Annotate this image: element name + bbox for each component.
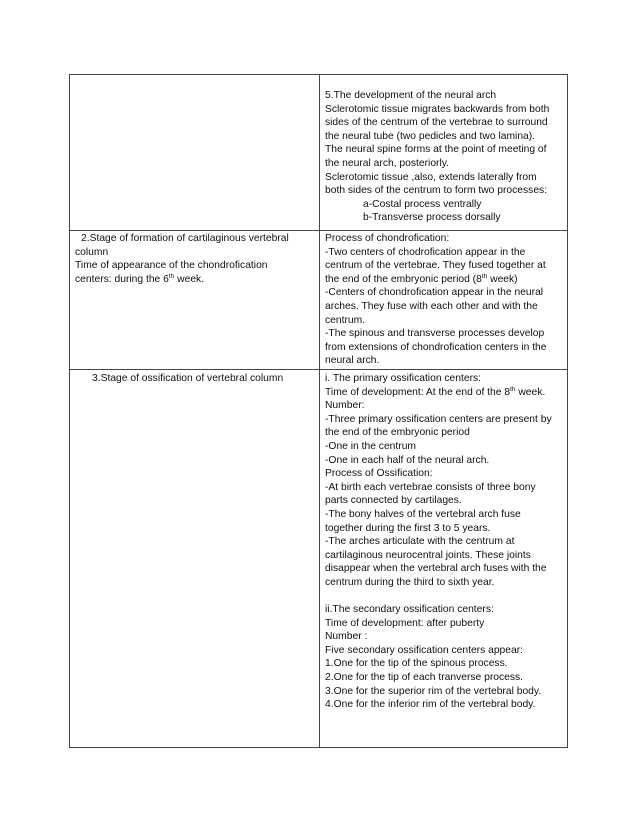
- row1-right-cell: [325, 89, 549, 225]
- text-line: -At birth each vertebrae consists of three bony: [325, 481, 536, 493]
- text-line: from extensions of chondrofication centers in the: [325, 341, 547, 353]
- text-line: -Centers of chondrofication appear in the neural: [325, 287, 544, 299]
- text-line: centers: during the 6th week.: [75, 272, 205, 285]
- text-line: 1.One for the tip of the spinous process.: [325, 658, 508, 670]
- text-line: Time of development: At the end of the 8th week.: [325, 385, 546, 398]
- text-line: parts connected by cartilages.: [325, 495, 462, 507]
- text-line: b-Transverse process dorsally: [363, 212, 501, 224]
- text-line: 4.One for the inferior rim of the vertebral body.: [325, 699, 536, 711]
- blank-line: [325, 590, 552, 604]
- text-line: i. The primary ossification centers:: [325, 373, 482, 384]
- text-line: -Two centers of chodrofication appear in the: [325, 246, 526, 258]
- row3-right-cell: [325, 372, 552, 712]
- text-line: -One in each half of the neural arch.: [325, 454, 490, 466]
- text-line: -One in the centrum: [325, 440, 416, 452]
- text-line: a-Costal process ventrally: [363, 198, 482, 210]
- text-line: ii.The secondary ossification centers:: [325, 604, 494, 616]
- stage-heading: 2.Stage of formation of cartilaginous vertebral: [81, 233, 289, 244]
- text-line: both sides of the centrum to form two processes:: [325, 185, 548, 197]
- text-line: disappear when the vertebral arch fuses with the: [325, 563, 547, 575]
- text-line: Sclerotomic tissue ,also, extends laterally from: [325, 171, 537, 183]
- content-table: [69, 74, 568, 748]
- text-line: the end of the embryonic period: [325, 427, 470, 439]
- text-line: -The bony halves of the vertebral arch fuse: [325, 508, 521, 520]
- text-line: together during the first 3 to 5 years.: [325, 522, 491, 534]
- text-line: Time of development: after puberty: [325, 617, 485, 629]
- text-line: Number:: [325, 400, 365, 412]
- text-line: The neural spine forms at the point of meeting of: [325, 144, 547, 156]
- row3-left-cell: [75, 372, 283, 386]
- text-line: centrum.: [325, 314, 366, 326]
- row-divider-2: [70, 369, 567, 370]
- text-line: neural arch.: [325, 355, 380, 367]
- text-line: Time of appearance of the chondrofication: [75, 260, 268, 272]
- text-line: centrum of the vertebrae. They fused together at: [325, 260, 546, 272]
- row2-left-cell: [75, 232, 289, 286]
- text-line: the neural arch, posteriorly.: [325, 157, 450, 169]
- text-line: cartilaginous neurocentral joints. These joints: [325, 549, 531, 561]
- text-line: 2.One for the tip of each tranverse process.: [325, 672, 524, 684]
- text-line: column: [75, 246, 109, 258]
- text-line: Process of chondrofication:: [325, 233, 450, 244]
- text-line: Five secondary ossification centers appear:: [325, 644, 524, 656]
- row-divider-1: [70, 230, 567, 231]
- text-line: Process of Ossification:: [325, 468, 433, 480]
- text-line: 3.One for the superior rim of the vertebral body.: [325, 685, 542, 697]
- text-line: arches. They fuse with each other and with the: [325, 300, 538, 312]
- text-line: the end of the embryonic period (8th week): [325, 272, 518, 285]
- text-line: 5.The development of the neural arch: [325, 90, 497, 101]
- text-line: -The arches articulate with the centrum at: [325, 536, 515, 548]
- text-line: Sclerotomic tissue migrates backwards from both: [325, 103, 550, 115]
- text-line: -Three primary ossification centers are present by: [325, 413, 552, 425]
- text-line: sides of the centrum of the vertebrae to surround: [325, 117, 548, 129]
- text-line: -The spinous and transverse processes develop: [325, 328, 545, 340]
- text-line: centrum during the third to sixth year.: [325, 576, 495, 588]
- stage-heading: 3.Stage of ossification of vertebral column: [92, 373, 284, 384]
- column-divider: [319, 75, 320, 747]
- text-line: the neural tube (two pedicles and two lamina).: [325, 130, 536, 142]
- text-line: Number :: [325, 631, 368, 643]
- row2-right-cell: [325, 232, 547, 368]
